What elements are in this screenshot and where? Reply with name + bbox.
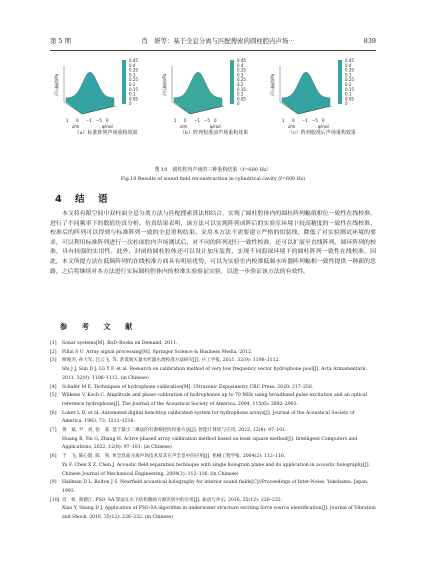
reference-text: Xiao Y, Shang D J. Application of PSO-SA algorithm in underwater structure exciting force source identification[J]. Journal of Vibration and Shock, 2016, 35(12): 226–232. (in Chinese) bbox=[62, 506, 376, 521]
reference-item bbox=[50, 479, 376, 496]
y-axis-label: φ/rad bbox=[102, 124, 113, 129]
reference-number bbox=[50, 462, 62, 479]
colorbar-tick-label: 0.1 bbox=[129, 91, 136, 97]
colorbar-tick-label: 0.25 bbox=[237, 77, 246, 83]
y-axis-label: φ/rad bbox=[318, 124, 329, 129]
colorbar-tick-label: 0.35 bbox=[237, 67, 246, 73]
colorbar-tick-label: 0.3 bbox=[129, 72, 136, 78]
reference-number bbox=[50, 366, 62, 383]
reference-item bbox=[50, 453, 376, 462]
colorbar-tick-label: 0.05 bbox=[129, 96, 138, 102]
colorbar-tick-label: 0.1 bbox=[345, 91, 352, 97]
references-title: 参 考 文 献 bbox=[60, 322, 139, 331]
reference-number: [1] bbox=[50, 341, 57, 346]
reference-item bbox=[50, 436, 376, 453]
x-tick-label: −5 bbox=[312, 118, 318, 123]
panel-a bbox=[52, 56, 160, 148]
colorbar-tick-label: 0.4 bbox=[237, 62, 244, 68]
colorbar-tick-label: 0.15 bbox=[129, 86, 138, 92]
colorbar-tick-label: 0.3 bbox=[237, 72, 244, 78]
colorbar-tick-label: 0.45 bbox=[345, 58, 354, 63]
colorbar-tick-label: 0.25 bbox=[129, 77, 138, 83]
reference-number: [9] bbox=[50, 480, 57, 486]
colorbar-tick-label: 0.15 bbox=[237, 86, 246, 92]
x-tick-label: −1 bbox=[86, 118, 92, 123]
reference-number: [4] bbox=[50, 384, 57, 390]
sound-field-surface bbox=[66, 72, 114, 114]
x-tick-label: 0 bbox=[184, 118, 187, 123]
surface-plot-b bbox=[160, 56, 268, 130]
colorbar-tick-label: 0 bbox=[129, 101, 132, 107]
running-title: 肖 妍等：基于全息分离与匹配搜索的圆柱腔内声场⋯ bbox=[141, 37, 295, 45]
x-tick-label: 1 bbox=[282, 118, 285, 123]
z-axis-label: 声压幅值/Pa bbox=[270, 73, 275, 96]
colorbar-tick-label: 0 bbox=[345, 101, 348, 107]
colorbar bbox=[122, 60, 126, 104]
x-tick-label: −1 bbox=[194, 118, 200, 123]
reference-number: [2] bbox=[50, 349, 57, 355]
colorbar-tick-label: 0.25 bbox=[345, 77, 354, 83]
panel-a-caption: （a）标准阵列声场重构效果 bbox=[74, 130, 138, 136]
x-axis-label: z/m bbox=[72, 124, 80, 129]
reference-text: 肖 妍, 商德江. PSO_SA 算法在水下结构激励力源识别中的应用[J]. 振动与冲击, 2016, 35(12): 226–232. bbox=[62, 497, 283, 503]
reference-item bbox=[50, 349, 376, 358]
panel-b bbox=[160, 56, 268, 148]
reference-item bbox=[50, 366, 376, 383]
colorbar-tick-label: 0.35 bbox=[345, 67, 354, 73]
reference-item bbox=[50, 505, 376, 522]
colorbar-tick-label: 0.15 bbox=[345, 86, 354, 92]
figure-caption-en: Fig.10 Results of sound field reconstruction in cylindrical cavity (f=600 Hz) bbox=[120, 177, 306, 182]
reference-text: 黄 斌, 尹 亮, 张 某. 基于最小二乘法的有源相控阵校准方法[J]. 智能计算机与应用, 2022, 12(8): 97–101. bbox=[62, 428, 287, 434]
reference-item bbox=[50, 427, 376, 436]
colorbar-tick-label: 0.4 bbox=[129, 62, 136, 68]
reference-item bbox=[50, 410, 376, 427]
reference-text: Huang B, Yin G, Zhang H. Active phased array calibration method based on least square method[J]. Intelligent Computers and Applications, 2022, 12(8): 97–101. (in Chinese) bbox=[62, 436, 358, 451]
reference-text: Luker L D, et al. Automated digital benchtop calibration system for hydrophone arrays[J]. Journal of the Acoustical Society of America, 1983, 73: 1212–1216. bbox=[62, 410, 355, 425]
colorbar-tick-label: 0.1 bbox=[237, 91, 244, 97]
panel-c-caption: （c）阵列校准后声场重构效果 bbox=[288, 130, 356, 136]
reference-text: Sonar systems[M]. BoD–Books on Demand, 2011. bbox=[62, 341, 178, 346]
x-tick-label: 0 bbox=[292, 118, 295, 123]
sound-field-surface bbox=[282, 72, 330, 114]
reference-text: Pillai S U. Array signal processing[M]. Springer Science & Business Media, 2012. bbox=[62, 349, 253, 355]
reference-number bbox=[50, 436, 62, 453]
figure-caption-cn: 图 10 圆柱腔内声场的三种重构结果（f=600 Hz） bbox=[154, 167, 272, 173]
x-tick-label: −1 bbox=[302, 118, 308, 123]
reference-text: Wilkens V, Koch C. Amplitude and phase calibration of hydrophones up to 70 MHz using broadband pulse excitation and an optical reference hydrophone[J]. The Journal of the Acoustical Society of America, 2004, 115(6): 2892–2903. bbox=[62, 393, 368, 407]
surface-plot-a bbox=[52, 56, 160, 130]
z-axis-label: 声压幅值/Pa bbox=[54, 73, 59, 96]
conclusion-paragraph: 本文将有限空间中双柱面全息分离方法与匹配搜索算法相结合，实现了圆柱腔体内的圆柱阵列幅值相位一致性在线校准，进行了不同频率下的数值仿真分析。仿真结果表明，该方法可以实现阵列成阵后的实验室环境下较高精度的一致性在线校准，校准后的阵列可以得到与标准阵列一致的全息重构结果。采用本方法不需要建立严格的组装线，降低了对实验测试环境的要求，可以利用标准阵列进行一次柱面腔内声场测试后，对不同的阵列进行一致性校准，还可以扩展至直线阵列、圆环阵列的校准，具有较强的实用性。此外，封闭的圆柱腔体还可以设计加压装置，实现不同海深环境下的圆柱阵列一致性在线校准，因此，本文所提方法在低频阵列的在线校准方面具有明显优势，可以为实验室内校准低频水听器阵列幅相一致性提供一种新的思路，之后将继续对本方法进行实际圆柱腔体内的校准实验验证实验，以进一步验证该方法的有效性。 bbox=[50, 211, 376, 275]
reference-text: Schafer M E. Techniques of hydrophone calibration[M]. Ultrasonic Exposimetry CRC Press, 2020: 217–256. bbox=[62, 384, 314, 390]
colorbar-tick-label: 0.05 bbox=[237, 96, 246, 102]
reference-number: [8] bbox=[50, 454, 57, 460]
colorbar-tick-label: 0.35 bbox=[129, 67, 138, 73]
issue-number: 第 5 期 bbox=[50, 37, 71, 45]
x-tick-label: 0 bbox=[76, 118, 79, 123]
reference-number: [3] bbox=[50, 358, 57, 364]
reference-text: Hallman D L, Bolton J S. Nearfield acoustical holography for interior sound fields[C]//Proceedings of Inter-Noise, Yokohama, Japan, 1993. bbox=[62, 480, 369, 494]
colorbar bbox=[230, 60, 234, 104]
x-axis-label: z/m bbox=[288, 124, 296, 129]
colorbar bbox=[338, 60, 342, 104]
sound-field-surface bbox=[174, 72, 222, 114]
reference-text: Shi J J, Sun D J, Lü Y F, et al. Research on calibration method of very low frequency vector hydrophone pool[J]. Acta Armamentarii, 2011, 32(9): 1106–1112. (in Chinese) bbox=[62, 367, 367, 381]
colorbar-tick-label: 0.3 bbox=[345, 72, 352, 78]
colorbar-tick-label: 0.4 bbox=[345, 62, 352, 68]
colorbar-tick-label: 0.05 bbox=[345, 96, 354, 102]
reference-list bbox=[50, 340, 376, 523]
x-tick-label: −5 bbox=[96, 118, 102, 123]
x-tick-label: 0 bbox=[106, 118, 109, 123]
colorbar-tick-label: 0 bbox=[237, 101, 240, 107]
page-number: 839 bbox=[363, 37, 376, 45]
reference-text: 师俊杰, 孙大军, 吕云飞, 等. 甚低频矢量水听器水池校准方法研究[J]. 兵工学报, 2011, 32(9): 1106–1112. bbox=[62, 358, 280, 364]
reference-text: Yu F, Chen X Z, Chen J. Acoustic field separation technique with single hologram plane and its application in acoustic holography[J]. Chinese Journal of Mechanical Engineering, 2004(2): 112–116. (in Chinese) bbox=[62, 462, 371, 477]
colorbar-tick-label: 0.2 bbox=[345, 82, 352, 87]
section-title: 4 结 语 bbox=[55, 194, 113, 205]
reference-number bbox=[50, 505, 62, 522]
surface-plot-c bbox=[268, 56, 376, 130]
reference-number: [5] bbox=[50, 393, 57, 399]
colorbar-tick-label: 0.2 bbox=[129, 82, 136, 87]
reference-item bbox=[50, 497, 376, 506]
panel-c bbox=[268, 56, 376, 148]
x-axis-label: z/m bbox=[180, 124, 188, 129]
reference-item bbox=[50, 340, 376, 349]
reference-number: [10] bbox=[50, 497, 60, 503]
reference-number: [7] bbox=[50, 428, 57, 434]
figure-10 bbox=[50, 56, 376, 176]
z-axis-label: 声压幅值/Pa bbox=[162, 73, 167, 96]
running-header bbox=[50, 36, 376, 48]
panel-b-caption: （b）阵列校准前声场重构效果 bbox=[179, 130, 249, 136]
y-axis-label: φ/rad bbox=[210, 124, 221, 129]
reference-item bbox=[50, 392, 376, 409]
colorbar-tick-label: 0.45 bbox=[237, 58, 246, 63]
x-tick-label: 1 bbox=[66, 118, 69, 123]
colorbar-tick-label: 0.2 bbox=[237, 82, 244, 87]
x-tick-label: 0 bbox=[214, 118, 217, 123]
reference-item bbox=[50, 384, 376, 393]
x-tick-label: −5 bbox=[204, 118, 210, 123]
reference-item bbox=[50, 462, 376, 479]
reference-item bbox=[50, 357, 376, 366]
colorbar-tick-label: 0.45 bbox=[129, 58, 138, 63]
header-rule bbox=[50, 50, 376, 51]
x-tick-label: 0 bbox=[322, 118, 325, 123]
reference-number: [6] bbox=[50, 410, 57, 416]
reference-text: 于 飞, 陈心昭, 陈 剑. 单全息面分离声场技术及其在声全息中的应用[J]. 机械工程学报, 2004(2): 112–116. bbox=[62, 454, 286, 460]
x-tick-label: 1 bbox=[174, 118, 177, 123]
